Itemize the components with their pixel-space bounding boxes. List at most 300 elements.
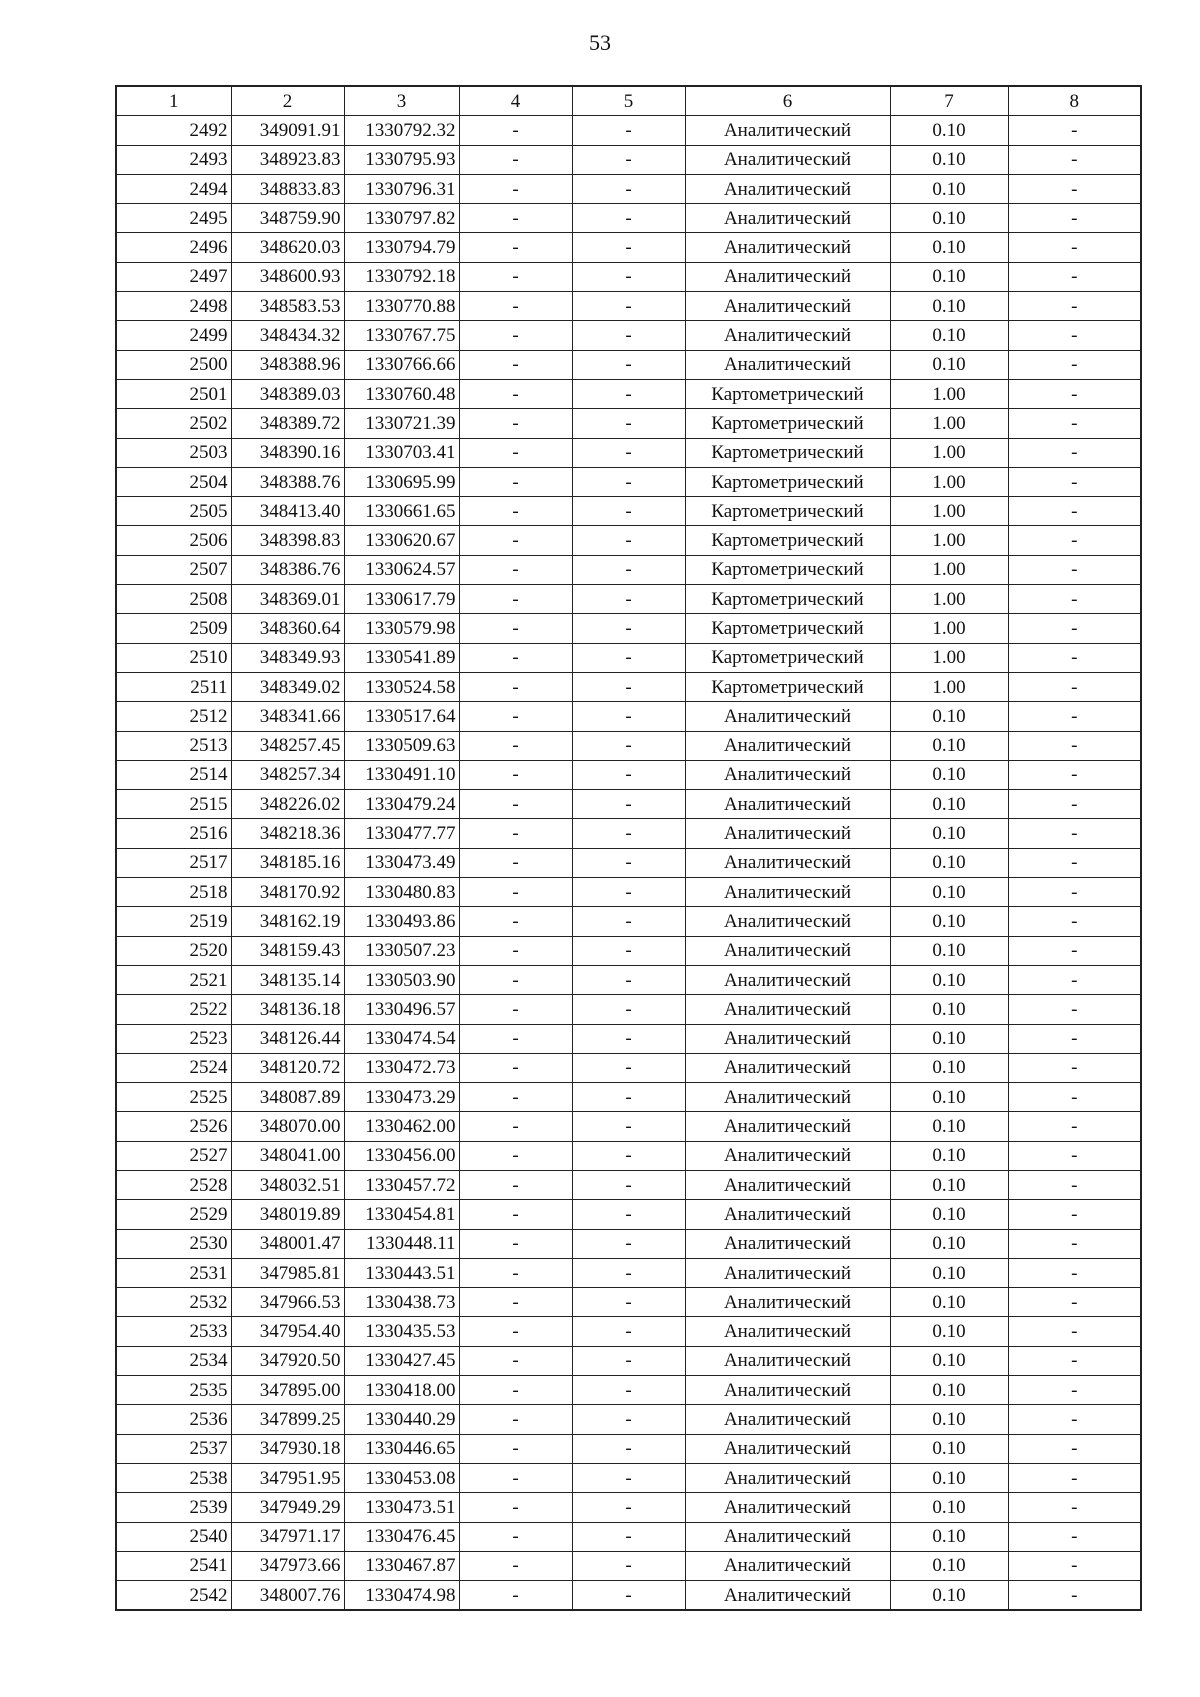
x-coordinate-cell: 347899.25 <box>231 1405 344 1434</box>
accuracy-cell: 0.10 <box>890 995 1008 1024</box>
x-coordinate-cell: 347966.53 <box>231 1288 344 1317</box>
column-8-cell: - <box>1008 1346 1141 1375</box>
x-coordinate-cell: 348360.64 <box>231 614 344 643</box>
column-5-cell: - <box>572 1434 685 1463</box>
point-number-cell: 2525 <box>116 1083 231 1112</box>
column-4-cell: - <box>459 1434 572 1463</box>
y-coordinate-cell: 1330456.00 <box>344 1141 459 1170</box>
point-number-cell: 2524 <box>116 1053 231 1082</box>
column-8-cell: - <box>1008 1141 1141 1170</box>
point-number-cell: 2520 <box>116 936 231 965</box>
column-8-cell: - <box>1008 848 1141 877</box>
method-cell: Аналитический <box>685 760 890 789</box>
accuracy-cell: 0.10 <box>890 1112 1008 1141</box>
table-row <box>116 321 1141 350</box>
accuracy-cell: 0.10 <box>890 116 1008 145</box>
column-8-cell: - <box>1008 1258 1141 1287</box>
column-5-cell: - <box>572 555 685 584</box>
column-8-cell: - <box>1008 438 1141 467</box>
point-number-cell: 2504 <box>116 467 231 496</box>
x-coordinate-cell: 348349.93 <box>231 643 344 672</box>
accuracy-cell: 1.00 <box>890 526 1008 555</box>
accuracy-cell: 0.10 <box>890 1434 1008 1463</box>
y-coordinate-cell: 1330796.31 <box>344 174 459 203</box>
column-5-cell: - <box>572 1522 685 1551</box>
column-5-cell: - <box>572 438 685 467</box>
y-coordinate-cell: 1330524.58 <box>344 672 459 701</box>
x-coordinate-cell: 348600.93 <box>231 262 344 291</box>
accuracy-cell: 0.10 <box>890 1463 1008 1492</box>
column-5-cell: - <box>572 1288 685 1317</box>
column-8-cell: - <box>1008 1493 1141 1522</box>
table-row <box>116 1434 1141 1463</box>
accuracy-cell: 0.10 <box>890 1229 1008 1258</box>
y-coordinate-cell: 1330473.49 <box>344 848 459 877</box>
column-4-cell: - <box>459 145 572 174</box>
x-coordinate-cell: 347895.00 <box>231 1376 344 1405</box>
point-number-cell: 2493 <box>116 145 231 174</box>
x-coordinate-cell: 348389.72 <box>231 409 344 438</box>
column-8-cell: - <box>1008 643 1141 672</box>
table-row <box>116 174 1141 203</box>
x-coordinate-cell: 348257.45 <box>231 731 344 760</box>
x-coordinate-cell: 348369.01 <box>231 585 344 614</box>
accuracy-cell: 0.10 <box>890 702 1008 731</box>
method-cell: Аналитический <box>685 145 890 174</box>
table-row <box>116 467 1141 496</box>
column-8-cell: - <box>1008 350 1141 379</box>
column-8-cell: - <box>1008 1083 1141 1112</box>
method-cell: Аналитический <box>685 1288 890 1317</box>
column-5-cell: - <box>572 995 685 1024</box>
point-number-cell: 2506 <box>116 526 231 555</box>
accuracy-cell: 0.10 <box>890 965 1008 994</box>
column-8-cell: - <box>1008 204 1141 233</box>
column-8-cell: - <box>1008 614 1141 643</box>
accuracy-cell: 0.10 <box>890 819 1008 848</box>
method-cell: Аналитический <box>685 1376 890 1405</box>
y-coordinate-cell: 1330467.87 <box>344 1551 459 1580</box>
accuracy-cell: 0.10 <box>890 1581 1008 1611</box>
accuracy-cell: 0.10 <box>890 145 1008 174</box>
column-5-cell: - <box>572 233 685 262</box>
table-row <box>116 1346 1141 1375</box>
accuracy-cell: 0.10 <box>890 731 1008 760</box>
table-row <box>116 1405 1141 1434</box>
x-coordinate-cell: 348583.53 <box>231 292 344 321</box>
accuracy-cell: 0.10 <box>890 233 1008 262</box>
point-number-cell: 2509 <box>116 614 231 643</box>
point-number-cell: 2496 <box>116 233 231 262</box>
column-5-cell: - <box>572 1346 685 1375</box>
table-row <box>116 1053 1141 1082</box>
column-8-cell: - <box>1008 731 1141 760</box>
x-coordinate-cell: 348923.83 <box>231 145 344 174</box>
column-5-cell: - <box>572 907 685 936</box>
column-8-cell: - <box>1008 497 1141 526</box>
table-row <box>116 965 1141 994</box>
method-cell: Картометрический <box>685 643 890 672</box>
table-row <box>116 1522 1141 1551</box>
y-coordinate-cell: 1330695.99 <box>344 467 459 496</box>
column-4-cell: - <box>459 585 572 614</box>
column-5-cell: - <box>572 1463 685 1492</box>
column-header: 4 <box>459 86 572 116</box>
column-5-cell: - <box>572 292 685 321</box>
column-4-cell: - <box>459 1463 572 1492</box>
y-coordinate-cell: 1330703.41 <box>344 438 459 467</box>
point-number-cell: 2530 <box>116 1229 231 1258</box>
column-4-cell: - <box>459 1258 572 1287</box>
accuracy-cell: 0.10 <box>890 350 1008 379</box>
x-coordinate-cell: 348833.83 <box>231 174 344 203</box>
y-coordinate-cell: 1330477.77 <box>344 819 459 848</box>
point-number-cell: 2507 <box>116 555 231 584</box>
column-5-cell: - <box>572 1551 685 1580</box>
y-coordinate-cell: 1330457.72 <box>344 1170 459 1199</box>
column-5-cell: - <box>572 1112 685 1141</box>
method-cell: Аналитический <box>685 1258 890 1287</box>
column-8-cell: - <box>1008 1581 1141 1611</box>
method-cell: Аналитический <box>685 1170 890 1199</box>
table-body <box>116 116 1141 1611</box>
column-4-cell: - <box>459 1053 572 1082</box>
column-4-cell: - <box>459 379 572 408</box>
column-8-cell: - <box>1008 174 1141 203</box>
x-coordinate-cell: 348159.43 <box>231 936 344 965</box>
accuracy-cell: 0.10 <box>890 1493 1008 1522</box>
column-8-cell: - <box>1008 555 1141 584</box>
column-8-cell: - <box>1008 1053 1141 1082</box>
point-number-cell: 2495 <box>116 204 231 233</box>
table-row <box>116 936 1141 965</box>
point-number-cell: 2497 <box>116 262 231 291</box>
method-cell: Картометрический <box>685 438 890 467</box>
accuracy-cell: 0.10 <box>890 1346 1008 1375</box>
column-4-cell: - <box>459 731 572 760</box>
method-cell: Аналитический <box>685 1141 890 1170</box>
y-coordinate-cell: 1330440.29 <box>344 1405 459 1434</box>
table-row <box>116 1376 1141 1405</box>
y-coordinate-cell: 1330661.65 <box>344 497 459 526</box>
column-4-cell: - <box>459 438 572 467</box>
x-coordinate-cell: 348759.90 <box>231 204 344 233</box>
x-coordinate-cell: 348388.76 <box>231 467 344 496</box>
table-row <box>116 1200 1141 1229</box>
x-coordinate-cell: 348390.16 <box>231 438 344 467</box>
method-cell: Картометрический <box>685 409 890 438</box>
column-5-cell: - <box>572 936 685 965</box>
column-4-cell: - <box>459 760 572 789</box>
table-row <box>116 116 1141 145</box>
table-row <box>116 1258 1141 1287</box>
column-5-cell: - <box>572 848 685 877</box>
column-8-cell: - <box>1008 116 1141 145</box>
y-coordinate-cell: 1330617.79 <box>344 585 459 614</box>
column-5-cell: - <box>572 1024 685 1053</box>
column-4-cell: - <box>459 497 572 526</box>
accuracy-cell: 1.00 <box>890 438 1008 467</box>
column-8-cell: - <box>1008 233 1141 262</box>
column-5-cell: - <box>572 262 685 291</box>
point-number-cell: 2510 <box>116 643 231 672</box>
column-8-cell: - <box>1008 467 1141 496</box>
point-number-cell: 2536 <box>116 1405 231 1434</box>
y-coordinate-cell: 1330766.66 <box>344 350 459 379</box>
method-cell: Аналитический <box>685 292 890 321</box>
column-5-cell: - <box>572 1053 685 1082</box>
method-cell: Аналитический <box>685 819 890 848</box>
point-number-cell: 2523 <box>116 1024 231 1053</box>
point-number-cell: 2535 <box>116 1376 231 1405</box>
column-4-cell: - <box>459 1083 572 1112</box>
table-row <box>116 878 1141 907</box>
y-coordinate-cell: 1330473.29 <box>344 1083 459 1112</box>
point-number-cell: 2540 <box>116 1522 231 1551</box>
x-coordinate-cell: 348413.40 <box>231 497 344 526</box>
y-coordinate-cell: 1330517.64 <box>344 702 459 731</box>
y-coordinate-cell: 1330479.24 <box>344 790 459 819</box>
column-4-cell: - <box>459 1346 572 1375</box>
column-4-cell: - <box>459 1405 572 1434</box>
accuracy-cell: 0.10 <box>890 321 1008 350</box>
column-4-cell: - <box>459 321 572 350</box>
column-5-cell: - <box>572 1317 685 1346</box>
point-number-cell: 2519 <box>116 907 231 936</box>
column-8-cell: - <box>1008 936 1141 965</box>
method-cell: Картометрический <box>685 614 890 643</box>
column-5-cell: - <box>572 790 685 819</box>
accuracy-cell: 0.10 <box>890 1083 1008 1112</box>
y-coordinate-cell: 1330496.57 <box>344 995 459 1024</box>
table-row <box>116 350 1141 379</box>
column-4-cell: - <box>459 672 572 701</box>
point-number-cell: 2492 <box>116 116 231 145</box>
column-5-cell: - <box>572 174 685 203</box>
column-5-cell: - <box>572 819 685 848</box>
method-cell: Аналитический <box>685 1346 890 1375</box>
x-coordinate-cell: 348001.47 <box>231 1229 344 1258</box>
point-number-cell: 2539 <box>116 1493 231 1522</box>
x-coordinate-cell: 348185.16 <box>231 848 344 877</box>
x-coordinate-cell: 348170.92 <box>231 878 344 907</box>
method-cell: Аналитический <box>685 204 890 233</box>
point-number-cell: 2513 <box>116 731 231 760</box>
column-8-cell: - <box>1008 145 1141 174</box>
column-header: 7 <box>890 86 1008 116</box>
column-4-cell: - <box>459 1229 572 1258</box>
x-coordinate-cell: 348349.02 <box>231 672 344 701</box>
method-cell: Аналитический <box>685 262 890 291</box>
table-row <box>116 790 1141 819</box>
table-row <box>116 702 1141 731</box>
x-coordinate-cell: 347930.18 <box>231 1434 344 1463</box>
y-coordinate-cell: 1330448.11 <box>344 1229 459 1258</box>
accuracy-cell: 0.10 <box>890 1200 1008 1229</box>
column-8-cell: - <box>1008 379 1141 408</box>
point-number-cell: 2514 <box>116 760 231 789</box>
x-coordinate-cell: 348620.03 <box>231 233 344 262</box>
y-coordinate-cell: 1330454.81 <box>344 1200 459 1229</box>
method-cell: Аналитический <box>685 233 890 262</box>
accuracy-cell: 0.10 <box>890 1405 1008 1434</box>
method-cell: Аналитический <box>685 1200 890 1229</box>
point-number-cell: 2505 <box>116 497 231 526</box>
column-5-cell: - <box>572 965 685 994</box>
column-5-cell: - <box>572 526 685 555</box>
x-coordinate-cell: 347954.40 <box>231 1317 344 1346</box>
table-row <box>116 614 1141 643</box>
column-8-cell: - <box>1008 1522 1141 1551</box>
y-coordinate-cell: 1330624.57 <box>344 555 459 584</box>
table-row <box>116 262 1141 291</box>
y-coordinate-cell: 1330480.83 <box>344 878 459 907</box>
column-8-cell: - <box>1008 1170 1141 1199</box>
method-cell: Аналитический <box>685 174 890 203</box>
x-coordinate-cell: 348019.89 <box>231 1200 344 1229</box>
method-cell: Аналитический <box>685 1229 890 1258</box>
y-coordinate-cell: 1330472.73 <box>344 1053 459 1082</box>
y-coordinate-cell: 1330443.51 <box>344 1258 459 1287</box>
y-coordinate-cell: 1330474.98 <box>344 1581 459 1611</box>
table-row <box>116 145 1141 174</box>
x-coordinate-cell: 348136.18 <box>231 995 344 1024</box>
x-coordinate-cell: 348226.02 <box>231 790 344 819</box>
x-coordinate-cell: 348135.14 <box>231 965 344 994</box>
point-number-cell: 2499 <box>116 321 231 350</box>
x-coordinate-cell: 348389.03 <box>231 379 344 408</box>
column-5-cell: - <box>572 1376 685 1405</box>
y-coordinate-cell: 1330760.48 <box>344 379 459 408</box>
table-row <box>116 585 1141 614</box>
method-cell: Аналитический <box>685 1522 890 1551</box>
method-cell: Аналитический <box>685 1581 890 1611</box>
point-number-cell: 2529 <box>116 1200 231 1229</box>
x-coordinate-cell: 348218.36 <box>231 819 344 848</box>
point-number-cell: 2502 <box>116 409 231 438</box>
table-row <box>116 204 1141 233</box>
method-cell: Аналитический <box>685 116 890 145</box>
column-5-cell: - <box>572 672 685 701</box>
point-number-cell: 2500 <box>116 350 231 379</box>
accuracy-cell: 0.10 <box>890 878 1008 907</box>
column-5-cell: - <box>572 1493 685 1522</box>
method-cell: Аналитический <box>685 1112 890 1141</box>
accuracy-cell: 1.00 <box>890 672 1008 701</box>
column-4-cell: - <box>459 174 572 203</box>
y-coordinate-cell: 1330462.00 <box>344 1112 459 1141</box>
method-cell: Картометрический <box>685 526 890 555</box>
column-8-cell: - <box>1008 1317 1141 1346</box>
accuracy-cell: 0.10 <box>890 790 1008 819</box>
column-5-cell: - <box>572 204 685 233</box>
point-number-cell: 2527 <box>116 1141 231 1170</box>
accuracy-cell: 0.10 <box>890 1522 1008 1551</box>
column-4-cell: - <box>459 907 572 936</box>
table-row <box>116 1141 1141 1170</box>
x-coordinate-cell: 348032.51 <box>231 1170 344 1199</box>
table-row <box>116 1112 1141 1141</box>
method-cell: Аналитический <box>685 848 890 877</box>
column-8-cell: - <box>1008 1405 1141 1434</box>
y-coordinate-cell: 1330770.88 <box>344 292 459 321</box>
column-4-cell: - <box>459 555 572 584</box>
table-row <box>116 1083 1141 1112</box>
column-8-cell: - <box>1008 1288 1141 1317</box>
column-4-cell: - <box>459 1200 572 1229</box>
accuracy-cell: 0.10 <box>890 292 1008 321</box>
column-5-cell: - <box>572 585 685 614</box>
column-4-cell: - <box>459 965 572 994</box>
column-8-cell: - <box>1008 1229 1141 1258</box>
accuracy-cell: 0.10 <box>890 1141 1008 1170</box>
y-coordinate-cell: 1330792.32 <box>344 116 459 145</box>
column-5-cell: - <box>572 614 685 643</box>
x-coordinate-cell: 348087.89 <box>231 1083 344 1112</box>
column-8-cell: - <box>1008 1112 1141 1141</box>
point-number-cell: 2538 <box>116 1463 231 1492</box>
accuracy-cell: 0.10 <box>890 1258 1008 1287</box>
point-number-cell: 2515 <box>116 790 231 819</box>
column-5-cell: - <box>572 409 685 438</box>
accuracy-cell: 0.10 <box>890 174 1008 203</box>
x-coordinate-cell: 347920.50 <box>231 1346 344 1375</box>
method-cell: Аналитический <box>685 1053 890 1082</box>
x-coordinate-cell: 348434.32 <box>231 321 344 350</box>
table-row <box>116 1170 1141 1199</box>
column-8-cell: - <box>1008 585 1141 614</box>
column-4-cell: - <box>459 614 572 643</box>
table-row <box>116 555 1141 584</box>
method-cell: Аналитический <box>685 907 890 936</box>
table-header-row <box>116 86 1141 116</box>
column-4-cell: - <box>459 643 572 672</box>
accuracy-cell: 0.10 <box>890 262 1008 291</box>
point-number-cell: 2528 <box>116 1170 231 1199</box>
accuracy-cell: 0.10 <box>890 1317 1008 1346</box>
point-number-cell: 2537 <box>116 1434 231 1463</box>
column-4-cell: - <box>459 819 572 848</box>
table-row <box>116 1229 1141 1258</box>
column-5-cell: - <box>572 1258 685 1287</box>
column-8-cell: - <box>1008 995 1141 1024</box>
y-coordinate-cell: 1330509.63 <box>344 731 459 760</box>
column-4-cell: - <box>459 467 572 496</box>
column-4-cell: - <box>459 1024 572 1053</box>
x-coordinate-cell: 348162.19 <box>231 907 344 936</box>
x-coordinate-cell: 348257.34 <box>231 760 344 789</box>
y-coordinate-cell: 1330541.89 <box>344 643 459 672</box>
table-row <box>116 731 1141 760</box>
method-cell: Картометрический <box>685 672 890 701</box>
method-cell: Картометрический <box>685 585 890 614</box>
column-4-cell: - <box>459 262 572 291</box>
y-coordinate-cell: 1330579.98 <box>344 614 459 643</box>
point-number-cell: 2533 <box>116 1317 231 1346</box>
point-number-cell: 2498 <box>116 292 231 321</box>
x-coordinate-cell: 348386.76 <box>231 555 344 584</box>
point-number-cell: 2501 <box>116 379 231 408</box>
column-4-cell: - <box>459 878 572 907</box>
y-coordinate-cell: 1330797.82 <box>344 204 459 233</box>
column-8-cell: - <box>1008 321 1141 350</box>
x-coordinate-cell: 348398.83 <box>231 526 344 555</box>
accuracy-cell: 0.10 <box>890 1024 1008 1053</box>
column-4-cell: - <box>459 204 572 233</box>
table-row <box>116 1551 1141 1580</box>
y-coordinate-cell: 1330620.67 <box>344 526 459 555</box>
column-5-cell: - <box>572 643 685 672</box>
